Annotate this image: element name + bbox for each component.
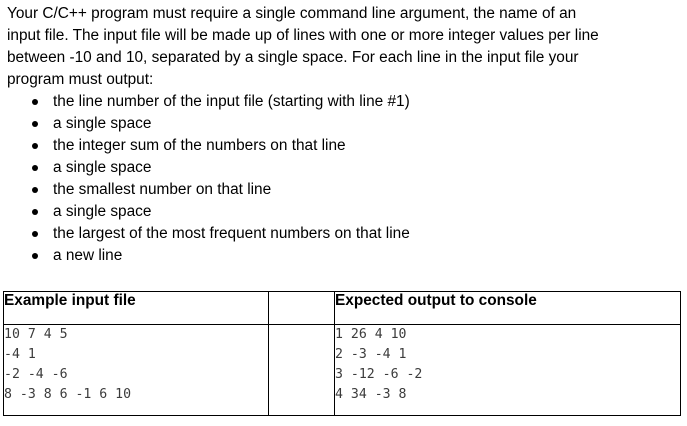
bullet-icon [32, 99, 38, 105]
list-item-text: a single space [53, 203, 152, 220]
bullet-icon [32, 165, 38, 171]
example-table [3, 291, 681, 416]
output-cell [335, 325, 681, 416]
list-item [0, 135, 410, 157]
list-item [0, 245, 410, 267]
output-line: 4 34 -3 8 [335, 387, 407, 402]
spacer-header [269, 292, 335, 325]
bullet-icon [32, 121, 38, 127]
output-requirements-list [0, 91, 410, 267]
list-item [0, 157, 410, 179]
bullet-icon [32, 187, 38, 193]
list-item-text: a single space [53, 115, 152, 132]
input-cell [4, 325, 269, 416]
list-item [0, 91, 410, 113]
list-item-text: the smallest number on that line [53, 181, 272, 198]
bullet-icon [32, 253, 38, 259]
list-item-text: the largest of the most frequent numbers on that line [53, 225, 410, 242]
list-item [0, 113, 410, 135]
intro-line: input file. The input file will be made up of lines with one or more integer values per line [7, 27, 599, 44]
intro-paragraph [7, 3, 683, 91]
output-line: 1 26 4 10 [335, 327, 407, 342]
list-item-text: a new line [53, 247, 123, 264]
table-row [4, 325, 681, 416]
input-line: -2 -4 -6 [4, 367, 68, 382]
input-line: 10 7 4 5 [4, 327, 68, 342]
output-line: 2 -3 -4 1 [335, 347, 407, 362]
intro-line: program must output: [7, 71, 154, 88]
output-header: Expected output to console [335, 292, 681, 325]
output-line: 3 -12 -6 -2 [335, 367, 423, 382]
list-item-text: the line number of the input file (starting with line #1) [53, 93, 410, 110]
list-item [0, 179, 410, 201]
list-item [0, 223, 410, 245]
input-line: -4 1 [4, 347, 36, 362]
spacer-cell [269, 325, 335, 416]
bullet-icon [32, 143, 38, 149]
list-item [0, 201, 410, 223]
bullet-icon [32, 231, 38, 237]
input-header: Example input file [4, 292, 269, 325]
intro-line: Your C/C++ program must require a single command line argument, the name of an [7, 5, 577, 22]
list-item-text: a single space [53, 159, 152, 176]
input-line: 8 -3 8 6 -1 6 10 [4, 387, 132, 402]
intro-line: between -10 and 10, separated by a single space. For each line in the input file your [7, 49, 579, 66]
list-item-text: the integer sum of the numbers on that line [53, 137, 346, 154]
table-header-row [4, 292, 681, 325]
bullet-icon [32, 209, 38, 215]
